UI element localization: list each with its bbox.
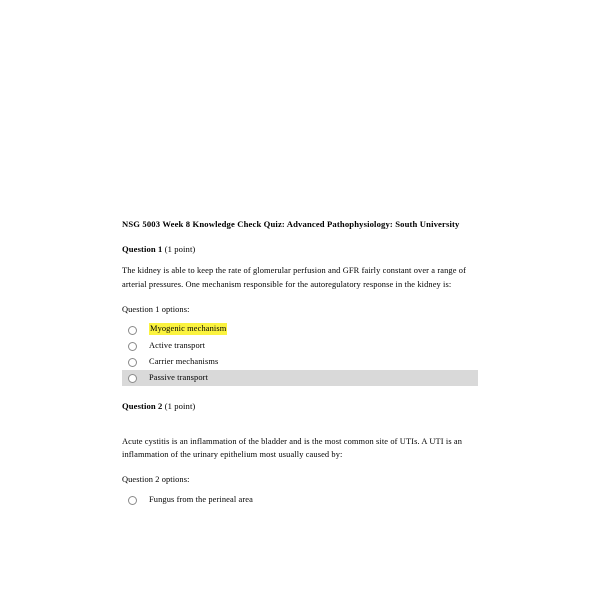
question-1-options-label: Question 1 options: [122, 304, 190, 314]
option-label: Passive transport [149, 372, 209, 382]
option-label: Fungus from the perineal area [149, 494, 253, 504]
radio-button-icon[interactable] [128, 374, 137, 383]
option-row[interactable] [122, 338, 478, 354]
paragraph-spacer [122, 421, 478, 435]
question-1-text: The kidney is able to keep the rate of glomerular perfusion and GFR fairly constant over a range of arterial pressures. One mechanism responsible for the autoregulatory response in the kidney is: [122, 266, 466, 290]
question-1-label: Question 1 [122, 244, 163, 255]
option-label: Active transport [149, 340, 206, 350]
radio-button-icon[interactable] [128, 496, 137, 505]
question-2-block [122, 401, 478, 508]
radio-button-icon[interactable] [128, 342, 137, 351]
section-spacer [122, 390, 478, 399]
option-row[interactable] [122, 322, 478, 338]
option-row[interactable] [122, 492, 478, 508]
page-title: NSG 5003 Week 8 Knowledge Check Quiz: Advanced Pathophysiology: South University [122, 219, 460, 229]
question-2-options [122, 492, 478, 508]
question-1-options [122, 322, 478, 386]
question-1-header [122, 244, 478, 254]
option-label: Myogenic mechanism [149, 323, 227, 336]
question-2-text: Acute cystitis is an inflammation of the bladder and is the most common site of UTIs. A UTI is an inflammation of the urinary epithelium most usually caused by: [122, 436, 463, 460]
question-2-options-label: Question 2 options: [122, 474, 190, 484]
option-row[interactable] [122, 370, 478, 386]
question-2-points: (1 point) [164, 400, 196, 411]
option-label: Carrier mechanisms [149, 356, 219, 366]
question-2-label: Question 2 [122, 400, 163, 411]
option-row[interactable] [122, 354, 478, 370]
radio-button-icon[interactable] [128, 326, 137, 335]
question-1-points: (1 point) [164, 244, 196, 255]
document-content [122, 218, 478, 512]
question-2-header [122, 401, 478, 411]
radio-button-icon[interactable] [128, 358, 137, 367]
